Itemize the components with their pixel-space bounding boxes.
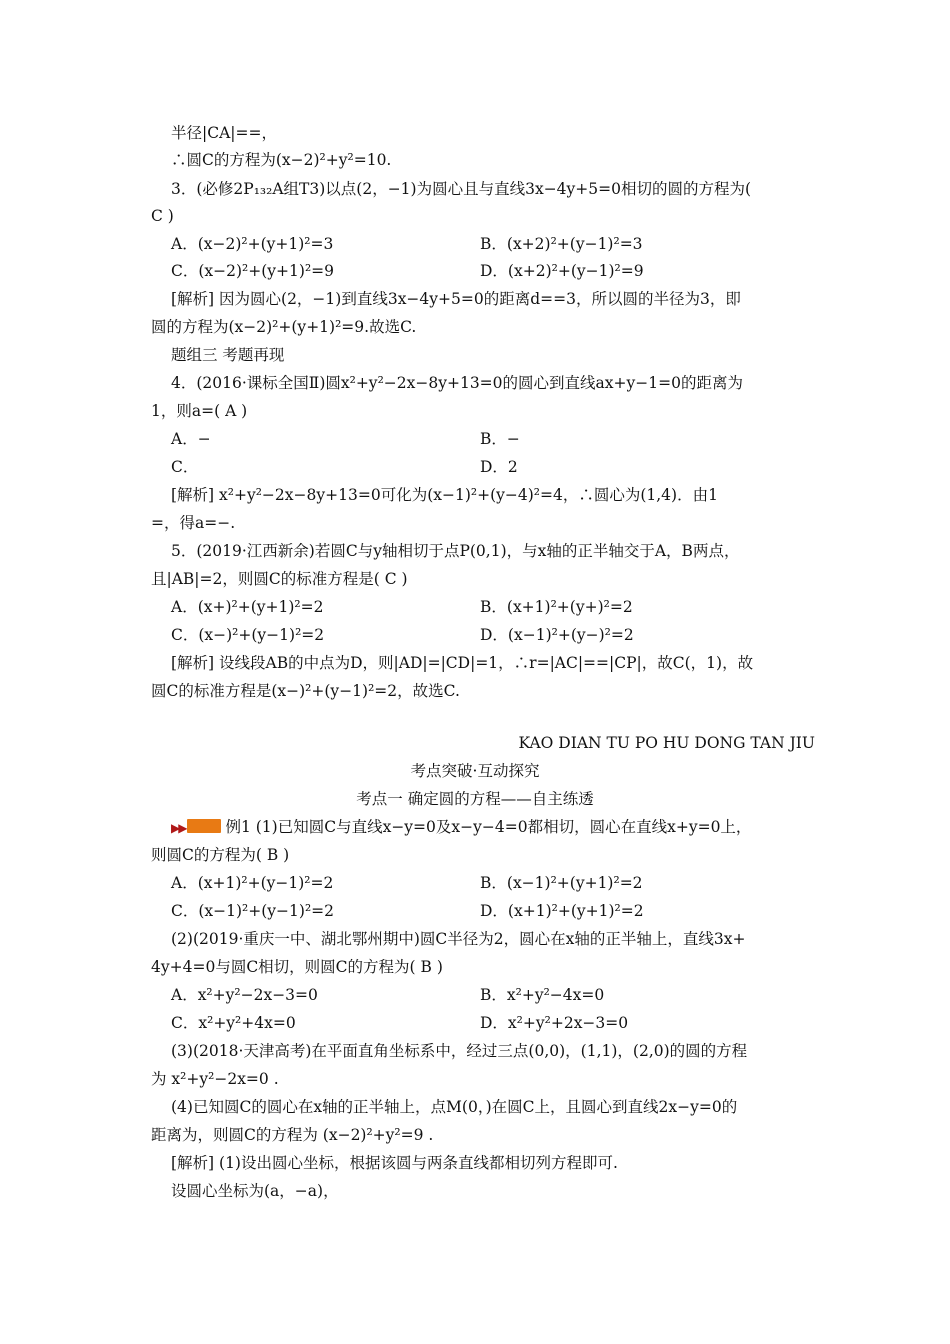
text-content: B．(x−1)²+(y+1)²=2 — [480, 874, 643, 892]
text-line-l18b — [480, 597, 633, 617]
text-line-l19b — [480, 625, 634, 645]
text-content: B．(x+1)²+(y+)²=2 — [480, 598, 633, 616]
text-line-l28b — [480, 901, 644, 921]
text-content: A．(x+)²+(y+1)²=2 — [171, 598, 324, 616]
text-content: 1，则a=( A ) — [151, 402, 248, 420]
text-line-l33 — [171, 1041, 747, 1061]
text-line-l8 — [151, 317, 416, 337]
text-content: 则圆C的方程为( B ) — [151, 846, 290, 864]
text-line-l16 — [171, 541, 739, 561]
text-content: A．(x+1)²+(y−1)²=2 — [171, 874, 334, 892]
text-line-l6b — [480, 261, 644, 281]
text-line-l21 — [151, 681, 460, 701]
text-content: C ) — [151, 207, 174, 225]
text-content: 圆C的标准方程是(x−)²+(y−1)²=2，故选C. — [151, 682, 460, 700]
text-content: [解析] x²+y²−2x−8y+13=0可化为(x−1)²+(y−4)²=4，∴圆心为(1,4)．由1 — [171, 486, 718, 504]
text-content: A．− — [171, 430, 211, 448]
text-content: =，得a=−. — [151, 514, 236, 532]
text-line-l28a — [171, 901, 334, 921]
text-line-l34 — [151, 1069, 279, 1089]
text-content: 4y+4=0与圆C相切，则圆C的方程为( B ) — [151, 958, 443, 976]
text-content: C． — [171, 458, 199, 476]
text-content: A．(x−2)²+(y+1)²=3 — [171, 235, 334, 253]
text-content: 4．(2016·课标全国Ⅱ)圆x²+y²−2x−8y+13=0的圆心到直线ax+y−1=0的距离为 — [171, 374, 743, 392]
text-content: 题组三 考题再现 — [171, 346, 285, 364]
text-content: 5．(2019·江西新余)若圆C与y轴相切于点P(0,1)，与x轴的正半轴交于A，B两点， — [171, 542, 740, 560]
text-line-l19a — [171, 625, 324, 645]
text-content: KAO DIAN TU PO HU DONG TAN JIU — [518, 734, 815, 752]
text-line-l32a — [171, 1013, 296, 1033]
text-line-l26 — [151, 845, 289, 865]
text-line-l13b — [480, 457, 518, 477]
text-content: 例1 (1)已知圆C与直线x−y=0及x−y−4=0都相切，圆心在直线x+y=0上， — [225, 818, 752, 836]
text-line-l20 — [171, 653, 753, 673]
text-line-l32b — [480, 1013, 628, 1033]
text-line-l10 — [171, 373, 743, 393]
text-content: 圆的方程为(x−2)²+(y+1)²=9.故选C. — [151, 318, 417, 336]
text-content: B．x²+y²−4x=0 — [480, 986, 605, 1004]
text-line-l31b — [480, 985, 604, 1005]
text-line-l25 — [171, 817, 751, 838]
text-content: C．(x−2)²+(y+1)²=9 — [171, 262, 335, 280]
text-line-l3 — [171, 179, 751, 199]
text-line-l5a — [171, 234, 333, 254]
text-line-l27a — [171, 873, 333, 893]
text-content: (3)(2018·天津高考)在平面直角坐标系中，经过三点(0,0)，(1,1)，(2,0)的圆的方程 — [171, 1042, 748, 1060]
text-content: 半径|CA|==， — [171, 124, 277, 142]
text-line-l12a — [171, 429, 211, 449]
text-content: D．(x−1)²+(y−)²=2 — [480, 626, 634, 644]
text-content: 考点突破·互动探究 — [410, 762, 540, 780]
text-content: C．(x−)²+(y−1)²=2 — [171, 626, 325, 644]
double-arrow-icon: ▶▶ — [171, 821, 186, 835]
text-line-l30 — [151, 957, 443, 977]
text-content: A．x²+y²−2x−3=0 — [171, 986, 318, 1004]
text-content: 考点一 确定圆的方程——自主练透 — [356, 790, 594, 808]
text-line-l14 — [171, 485, 718, 505]
text-content: D．(x+2)²+(y−1)²=9 — [480, 262, 644, 280]
text-line-l12b — [480, 429, 520, 449]
text-line-l24 — [0, 789, 950, 809]
text-content: D．(x+1)²+(y+1)²=2 — [480, 902, 644, 920]
text-line-l18a — [171, 597, 323, 617]
text-content: 3．(必修2P₁₃₂A组T3)以点(2，−1)为圆心且与直线3x−4y+5=0相切的圆的方程为( — [171, 180, 752, 198]
text-line-l4 — [151, 206, 174, 226]
text-content: D．x²+y²+2x−3=0 — [480, 1014, 629, 1032]
text-line-l6a — [171, 261, 334, 281]
text-content: [解析] 因为圆心(2，−1)到直线3x−4y+5=0的距离d==3，所以圆的半径为3，即 — [171, 290, 741, 308]
text-content: D．2 — [480, 458, 518, 476]
text-line-l27b — [480, 873, 643, 893]
text-line-l5b — [480, 234, 643, 254]
text-content: B．(x+2)²+(y−1)²=3 — [480, 235, 643, 253]
text-line-l2 — [171, 150, 391, 170]
text-line-l15 — [151, 513, 235, 533]
text-content: ∴圆C的方程为(x−2)²+y²=10. — [171, 151, 392, 169]
text-line-l37 — [171, 1153, 618, 1173]
text-content: (4)已知圆C的圆心在x轴的正半轴上，点M(0，)在圆C上，且圆心到直线2x−y=0的 — [171, 1098, 738, 1116]
text-content: 距离为，则圆C的方程为 (x−2)²+y²=9 . — [151, 1126, 434, 1144]
text-content: [解析] (1)设出圆心坐标，根据该圆与两条直线都相切列方程即可. — [171, 1154, 618, 1172]
text-content: C．x²+y²+4x=0 — [171, 1014, 296, 1032]
text-line-l31a — [171, 985, 318, 1005]
text-line-l29 — [171, 929, 745, 949]
text-line-l23 — [0, 761, 950, 781]
text-line-l1 — [171, 123, 277, 143]
text-content: 为 x²+y²−2x=0 . — [151, 1070, 279, 1088]
text-line-l17 — [151, 569, 408, 589]
text-line-l11 — [151, 401, 247, 421]
text-line-l7 — [171, 289, 741, 309]
text-content: [解析] 设线段AB的中点为D，则|AD|=|CD|=1，∴r=|AC|==|CP|，故C(，1)，故 — [171, 654, 754, 672]
text-line-l22 — [519, 733, 816, 753]
text-content: (2)(2019·重庆一中、湖北鄂州期中)圆C半径为2，圆心在x轴的正半轴上，直线3x+ — [171, 930, 746, 948]
text-line-l36 — [151, 1125, 433, 1145]
text-line-l35 — [171, 1097, 737, 1117]
text-content: 设圆心坐标为(a，−a)， — [171, 1182, 339, 1200]
text-line-l38 — [171, 1181, 339, 1201]
text-content: C．(x−1)²+(y−1)²=2 — [171, 902, 335, 920]
text-content: B．− — [480, 430, 520, 448]
text-line-l9 — [171, 345, 284, 365]
example-badge-icon — [187, 819, 221, 833]
text-content: 且|AB|=2，则圆C的标准方程是( C ) — [151, 570, 408, 588]
text-line-l13a — [171, 457, 198, 477]
